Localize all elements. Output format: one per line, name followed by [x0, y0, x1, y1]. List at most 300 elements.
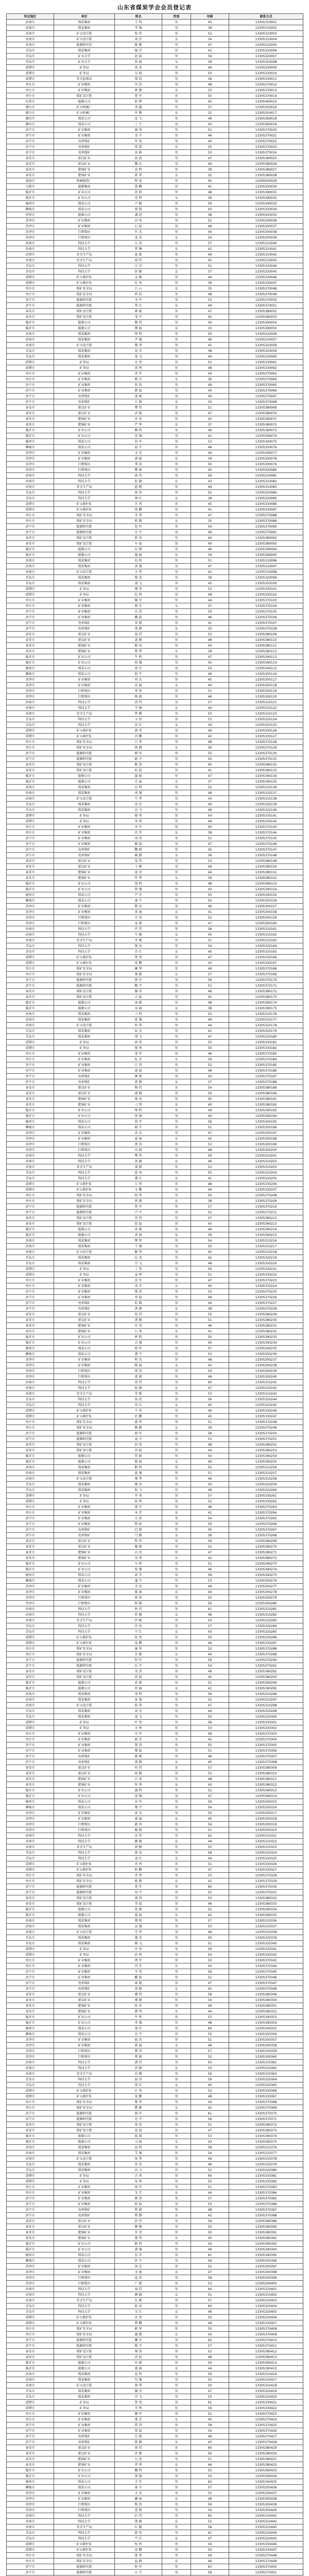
- table-row: [7, 1969, 303, 1975]
- table-row: [7, 1164, 303, 1170]
- cell-unit: 煤矿设计院: [54, 2122, 115, 2128]
- cell-gender: 女: [162, 626, 191, 632]
- cell-region: 泰安市: [7, 1771, 54, 1776]
- cell-name: 蔡 凯: [115, 207, 162, 212]
- cell-region: 泰安市: [7, 2354, 54, 2360]
- table-row: [7, 65, 303, 71]
- cell-age: 59: [191, 1153, 229, 1159]
- cell-name: 顾 芳: [115, 377, 162, 382]
- table-row: [7, 569, 303, 575]
- cell-unit: 矿业集团: [54, 1975, 115, 1980]
- cell-phone: 13305370423: [229, 2411, 303, 2417]
- cell-unit: 新汶矿业: [54, 1317, 115, 1323]
- cell-region: 临沂市: [7, 547, 54, 552]
- cell-phone: 13305630029: [229, 178, 303, 184]
- table-row: [7, 2462, 303, 2468]
- cell-name: 龙 飞: [115, 1714, 162, 1720]
- cell-phone: 13305330286: [229, 1635, 303, 1640]
- cell-unit: 煤炭集团: [54, 1255, 115, 1261]
- cell-age: 52: [191, 218, 229, 224]
- cell-phone: 13305330011: [229, 76, 303, 82]
- cell-region: 青岛市: [7, 722, 54, 728]
- cell-name: 边 平: [115, 2031, 162, 2037]
- cell-name: 简 军: [115, 977, 162, 983]
- cell-gender: 男: [162, 1040, 191, 1045]
- cell-name: 储 勇: [115, 813, 162, 819]
- cell-phone: 13305380172: [229, 989, 303, 994]
- cell-region: 青岛市: [7, 2388, 54, 2394]
- cell-age: 51: [191, 1470, 229, 1476]
- cell-age: 59: [191, 1946, 229, 1952]
- cell-region: 枣庄市: [7, 745, 54, 751]
- cell-gender: 女: [162, 2496, 191, 2502]
- cell-gender: 男: [162, 2156, 191, 2162]
- cell-phone: 13305350017: [229, 110, 303, 116]
- cell-region: 青岛市: [7, 2077, 54, 2082]
- cell-name: 史 勇: [115, 360, 162, 365]
- table-row: [7, 2337, 303, 2343]
- table-row: [7, 1646, 303, 1652]
- cell-phone: 13305370427: [229, 2434, 303, 2439]
- cell-name: 袁 明: [115, 167, 162, 173]
- cell-unit: 科技大学: [54, 1402, 115, 1408]
- table-row: [7, 1476, 303, 1482]
- table-row: [7, 224, 303, 229]
- cell-unit: 煤炭公司: [54, 1346, 115, 1351]
- table-row: [7, 1232, 303, 1238]
- cell-phone: 13305370209: [229, 1198, 303, 1204]
- cell-gender: 男: [162, 1278, 191, 1283]
- cell-region: 聊城市: [7, 2485, 54, 2490]
- cell-region: 青岛市: [7, 348, 54, 354]
- cell-age: 41: [191, 1028, 229, 1034]
- cell-name: 暴 华: [115, 1646, 162, 1652]
- cell-unit: 安全生产局: [54, 2524, 115, 2530]
- cell-gender: 女: [162, 705, 191, 711]
- cell-unit: 煤炭集团: [54, 1714, 115, 1720]
- cell-unit: 矿务局: [54, 65, 115, 71]
- cell-name: 项 飞: [115, 1034, 162, 1040]
- cell-region: 淄博市: [7, 728, 54, 734]
- table-row: [7, 286, 303, 292]
- cell-age: 53: [191, 2014, 229, 2020]
- cell-gender: 男: [162, 1635, 191, 1640]
- cell-name: 沃 勇: [115, 2315, 162, 2320]
- cell-gender: 男: [162, 2054, 191, 2060]
- cell-phone: 13305300078: [229, 456, 303, 462]
- cell-gender: 男: [162, 921, 191, 926]
- cell-name: 栾 斌: [115, 921, 162, 926]
- cell-region: 泰安市: [7, 1312, 54, 1317]
- cell-phone: 13305390031: [229, 190, 303, 195]
- cell-gender: 男: [162, 1470, 191, 1476]
- cell-unit: 煤炭公司: [54, 1572, 115, 1578]
- table-row: [7, 547, 303, 552]
- cell-unit: 新汶矿业: [54, 1312, 115, 1317]
- cell-unit: 煤矿设计院: [54, 535, 115, 541]
- cell-phone: 13305370186: [229, 1068, 303, 1074]
- cell-region: 烟台市: [7, 110, 54, 116]
- table-row: [7, 2343, 303, 2349]
- cell-age: 47: [191, 1550, 229, 1555]
- cell-unit: 科技大学: [54, 1176, 115, 1181]
- cell-phone: 13305310298: [229, 1703, 303, 1708]
- cell-unit: 巨野煤田: [54, 1595, 115, 1601]
- cell-gender: 男: [162, 1062, 191, 1068]
- cell-unit: 煤炭公司: [54, 2258, 115, 2264]
- cell-region: 枣庄市: [7, 1419, 54, 1425]
- cell-region: 淄博市: [7, 1040, 54, 1045]
- cell-age: 49: [191, 1017, 229, 1023]
- table-row: [7, 2275, 303, 2281]
- cell-age: 53: [191, 1924, 229, 1929]
- cell-gender: 男: [162, 1368, 191, 1374]
- cell-region: 枣庄市: [7, 513, 54, 518]
- cell-phone: 13305330367: [229, 2094, 303, 2099]
- cell-phone: 13305380293: [229, 1674, 303, 1680]
- cell-region: 济南市: [7, 2371, 54, 2377]
- cell-gender: 男: [162, 1793, 191, 1799]
- cell-phone: 13305310082: [229, 479, 303, 484]
- table-row: [7, 1000, 303, 1006]
- cell-unit: 科技大学: [54, 700, 115, 705]
- cell-age: 46: [191, 2309, 229, 2315]
- cell-phone: 13305330010: [229, 71, 303, 76]
- cell-region: 青岛市: [7, 1170, 54, 1176]
- cell-unit: 能源研究院: [54, 1657, 115, 1663]
- cell-region: 济宁市: [7, 1079, 54, 1085]
- cell-unit: 科技大学: [54, 705, 115, 711]
- cell-phone: 13305330382: [229, 2179, 303, 2184]
- cell-age: 52: [191, 2167, 229, 2173]
- cell-unit: 能源研究院: [54, 297, 115, 303]
- cell-age: 56: [191, 1691, 229, 1697]
- cell-name: 都 华: [115, 2235, 162, 2241]
- cell-unit: 能源公司: [54, 1227, 115, 1232]
- cell-phone: 13305370369: [229, 2105, 303, 2111]
- cell-age: 48: [191, 2207, 229, 2213]
- cell-phone: 13305390214: [229, 1227, 303, 1232]
- cell-region: 聊城市: [7, 671, 54, 677]
- cell-gender: 女: [162, 110, 191, 116]
- table-row: [7, 116, 303, 122]
- table-row: [7, 2524, 303, 2530]
- cell-region: 济南市: [7, 25, 54, 31]
- cell-phone: 13305390054: [229, 320, 303, 326]
- cell-gender: 男: [162, 2224, 191, 2230]
- cell-unit: 能源公司: [54, 1000, 115, 1006]
- cell-name: 井 勇: [115, 1493, 162, 1499]
- cell-unit: 煤炭公司: [54, 1805, 115, 1810]
- cell-age: 42: [191, 1912, 229, 1918]
- cell-gender: 女: [162, 1425, 191, 1431]
- cell-age: 36: [191, 195, 229, 201]
- cell-region: 济南市: [7, 252, 54, 258]
- table-row: [7, 728, 303, 734]
- cell-region: 济宁市: [7, 1289, 54, 1295]
- cell-region: 淄博市: [7, 275, 54, 280]
- cell-region: 菏泽市: [7, 921, 54, 926]
- cell-name: 贡 强: [115, 1924, 162, 1929]
- cell-name: 诸 刚: [115, 1317, 162, 1323]
- cell-phone: 13305300237: [229, 1357, 303, 1363]
- cell-age: 53: [191, 2315, 229, 2320]
- cell-unit: 煤炭公司: [54, 2485, 115, 2490]
- cell-age: 47: [191, 654, 229, 660]
- cell-unit: 新汶矿业: [54, 1997, 115, 2003]
- table-row: [7, 2082, 303, 2088]
- cell-age: 51: [191, 983, 229, 989]
- cell-name: 封 涛: [115, 1442, 162, 1448]
- table-row: [7, 1878, 303, 1884]
- cell-name: 汲 强: [115, 1470, 162, 1476]
- cell-unit: 巨野煤田: [54, 2502, 115, 2507]
- cell-phone: 13305390334: [229, 1907, 303, 1912]
- cell-phone: 13305370228: [229, 1306, 303, 1312]
- cell-region: 济南市: [7, 2065, 54, 2071]
- cell-age: 42: [191, 2213, 229, 2218]
- cell-phone: 13305310362: [229, 2065, 303, 2071]
- cell-age: 46: [191, 1323, 229, 1329]
- cell-unit: 矿业集团: [54, 1504, 115, 1510]
- cell-phone: 13305330182: [229, 1045, 303, 1051]
- cell-unit: 矿山救护队: [54, 275, 115, 280]
- cell-phone: 13305370347: [229, 1980, 303, 1986]
- cell-name: 范 婷: [115, 195, 162, 201]
- table-row: [7, 1442, 303, 1448]
- cell-age: 55: [191, 93, 229, 99]
- cell-phone: 13305310242: [229, 1385, 303, 1391]
- cell-phone: 13305380332: [229, 1895, 303, 1901]
- cell-region: 菏泽市: [7, 694, 54, 700]
- cell-region: 泰安市: [7, 870, 54, 875]
- table-row: [7, 1935, 303, 1941]
- table-row: [7, 2468, 303, 2473]
- table-row: [7, 858, 303, 864]
- cell-name: 尤 丽: [115, 779, 162, 785]
- cell-gender: 女: [162, 235, 191, 241]
- cell-age: 47: [191, 1793, 229, 1799]
- cell-unit: 兖州煤矿: [54, 394, 115, 399]
- cell-name: 焦 磊: [115, 1521, 162, 1527]
- cell-gender: 男: [162, 1669, 191, 1674]
- cell-gender: 女: [162, 2366, 191, 2371]
- cell-name: 印 伟: [115, 1765, 162, 1771]
- table-row: [7, 2315, 303, 2320]
- cell-name: 燕 勇: [115, 728, 162, 734]
- cell-region: 济宁市: [7, 1663, 54, 1669]
- table-row: [7, 1380, 303, 1385]
- cell-name: 房 涛: [115, 836, 162, 841]
- cell-region: 临沂市: [7, 660, 54, 666]
- cell-age: 58: [191, 1431, 229, 1436]
- cell-gender: 男: [162, 1011, 191, 1017]
- cell-region: 济南市: [7, 1011, 54, 1017]
- cell-unit: 煤炭集团: [54, 1482, 115, 1487]
- cell-phone: 13305310097: [229, 564, 303, 569]
- cell-region: 枣庄市: [7, 1193, 54, 1198]
- cell-name: 翟 丽: [115, 1912, 162, 1918]
- cell-gender: 男: [162, 224, 191, 229]
- cell-phone: 13305380271: [229, 1550, 303, 1555]
- cell-name: 通 军: [115, 2026, 162, 2031]
- cell-name: 沈 飞: [115, 116, 162, 122]
- cell-age: 49: [191, 1227, 229, 1232]
- cell-gender: 男: [162, 1295, 191, 1300]
- cell-gender: 男: [162, 1805, 191, 1810]
- cell-age: 32: [191, 173, 229, 178]
- cell-age: 48: [191, 2020, 229, 2026]
- cell-unit: 科技大学: [54, 1606, 115, 1612]
- cell-phone: 13305370188: [229, 1079, 303, 1085]
- cell-region: 泰安市: [7, 1221, 54, 1227]
- cell-unit: 科技大学: [54, 2530, 115, 2536]
- cell-region: 枣庄市: [7, 292, 54, 297]
- table-row: [7, 1861, 303, 1867]
- cell-region: 菏泽市: [7, 677, 54, 683]
- cell-age: 50: [191, 2383, 229, 2388]
- cell-unit: 新汶矿业: [54, 1538, 115, 1544]
- cell-gender: 男: [162, 1527, 191, 1533]
- table-row: [7, 1986, 303, 1992]
- cell-gender: 女: [162, 1510, 191, 1516]
- cell-name: 包 伟: [115, 1312, 162, 1317]
- cell-region: 泰安市: [7, 309, 54, 314]
- cell-age: 39: [191, 1232, 229, 1238]
- cell-age: 49: [191, 2320, 229, 2326]
- cell-region: 枣庄市: [7, 1504, 54, 1510]
- table-row: [7, 2445, 303, 2451]
- cell-gender: 男: [162, 2400, 191, 2405]
- cell-unit: 煤矿设计院: [54, 768, 115, 773]
- cell-name: 蓬 平: [115, 1578, 162, 1584]
- cell-gender: 男: [162, 2507, 191, 2513]
- table-row: [7, 1397, 303, 1402]
- cell-phone: 13305390153: [229, 881, 303, 887]
- cell-name: 吴 斌: [115, 71, 162, 76]
- cell-unit: 矿山设计院: [54, 2383, 115, 2388]
- cell-name: 施 丽: [115, 552, 162, 558]
- table-row: [7, 694, 303, 700]
- table-row: [7, 1924, 303, 1929]
- cell-gender: 女: [162, 830, 191, 836]
- cell-region: 菏泽市: [7, 1363, 54, 1368]
- cell-age: 50: [191, 2547, 229, 2553]
- cell-age: 45: [191, 388, 229, 394]
- cell-region: 青岛市: [7, 1623, 54, 1629]
- cell-region: 济宁市: [7, 1295, 54, 1300]
- cell-unit: 矿业集团: [54, 1062, 115, 1068]
- table-row: [7, 592, 303, 598]
- cell-unit: 兖州煤矿: [54, 1986, 115, 1992]
- cell-region: 济宁市: [7, 1068, 54, 1074]
- cell-name: 牛 明: [115, 654, 162, 660]
- cell-name: 空 斌: [115, 2434, 162, 2439]
- cell-phone: 13305390055: [229, 326, 303, 331]
- cell-phone: 13305390113: [229, 654, 303, 660]
- table-row: [7, 1159, 303, 1164]
- table-row: [7, 110, 303, 116]
- cell-age: 47: [191, 1034, 229, 1040]
- table-row: [7, 2332, 303, 2337]
- cell-region: 济南市: [7, 711, 54, 717]
- cell-unit: 新汶矿业: [54, 411, 115, 416]
- cell-region: 济宁市: [7, 853, 54, 858]
- cell-region: 泰安市: [7, 535, 54, 541]
- cell-age: 54: [191, 1805, 229, 1810]
- table-row: [7, 343, 303, 348]
- cell-region: 济南市: [7, 1465, 54, 1470]
- cell-name: 相 涛: [115, 2502, 162, 2507]
- cell-gender: 男: [162, 218, 191, 224]
- table-row: [7, 1295, 303, 1300]
- cell-region: 济宁市: [7, 1306, 54, 1312]
- cell-name: 尚 伟: [115, 700, 162, 705]
- cell-gender: 男: [162, 819, 191, 824]
- cell-unit: 煤炭公司: [54, 2031, 115, 2037]
- cell-name: 严 华: [115, 422, 162, 428]
- table-row: [7, 949, 303, 955]
- cell-gender: 男: [162, 1680, 191, 1686]
- table-row: [7, 82, 303, 88]
- table-row: [7, 1374, 303, 1380]
- cell-phone: 13305370331: [229, 1890, 303, 1895]
- cell-phone: 13305370251: [229, 1436, 303, 1442]
- cell-region: 青岛市: [7, 1176, 54, 1181]
- cell-region: 济宁市: [7, 1980, 54, 1986]
- cell-age: 52: [191, 632, 229, 637]
- table-row: [7, 637, 303, 643]
- cell-region: 青岛市: [7, 2167, 54, 2173]
- cell-unit: 矿业集团: [54, 2190, 115, 2196]
- cell-phone: 13305380350: [229, 1997, 303, 2003]
- cell-unit: 能源公司: [54, 1459, 115, 1465]
- cell-age: 46: [191, 1901, 229, 1907]
- table-row: [7, 2388, 303, 2394]
- cell-region: 菏泽市: [7, 915, 54, 921]
- cell-gender: 男: [162, 201, 191, 207]
- cell-age: 53: [191, 150, 229, 156]
- table-row: [7, 1068, 303, 1074]
- cell-phone: 13305370013: [229, 88, 303, 93]
- cell-unit: 矿务局: [54, 1040, 115, 1045]
- cell-region: 德州市: [7, 1346, 54, 1351]
- cell-unit: 科技大学: [54, 1170, 115, 1176]
- cell-gender: 男: [162, 2473, 191, 2479]
- cell-phone: 13305360019: [229, 122, 303, 127]
- cell-unit: 安全生产局: [54, 484, 115, 490]
- cell-age: 49: [191, 1295, 229, 1300]
- cell-phone: 13305330301: [229, 1720, 303, 1725]
- cell-gender: 男: [162, 2456, 191, 2462]
- cell-phone: 13305300120: [229, 694, 303, 700]
- cell-gender: 男: [162, 450, 191, 456]
- cell-phone: 13305380190: [229, 1091, 303, 1096]
- cell-name: 隗 刚: [115, 1544, 162, 1550]
- cell-gender: 男: [162, 388, 191, 394]
- cell-unit: 煤矿安全局: [54, 518, 115, 524]
- cell-age: 54: [191, 1368, 229, 1374]
- cell-gender: 女: [162, 1555, 191, 1561]
- cell-region: 济南市: [7, 1153, 54, 1159]
- table-row: [7, 365, 303, 371]
- cell-region: 淄博市: [7, 360, 54, 365]
- cell-name: 关 华: [115, 569, 162, 575]
- cell-age: 47: [191, 2269, 229, 2275]
- cell-gender: 女: [162, 326, 191, 331]
- cell-phone: 13305370050: [229, 297, 303, 303]
- cell-unit: 矿务局: [54, 1720, 115, 1725]
